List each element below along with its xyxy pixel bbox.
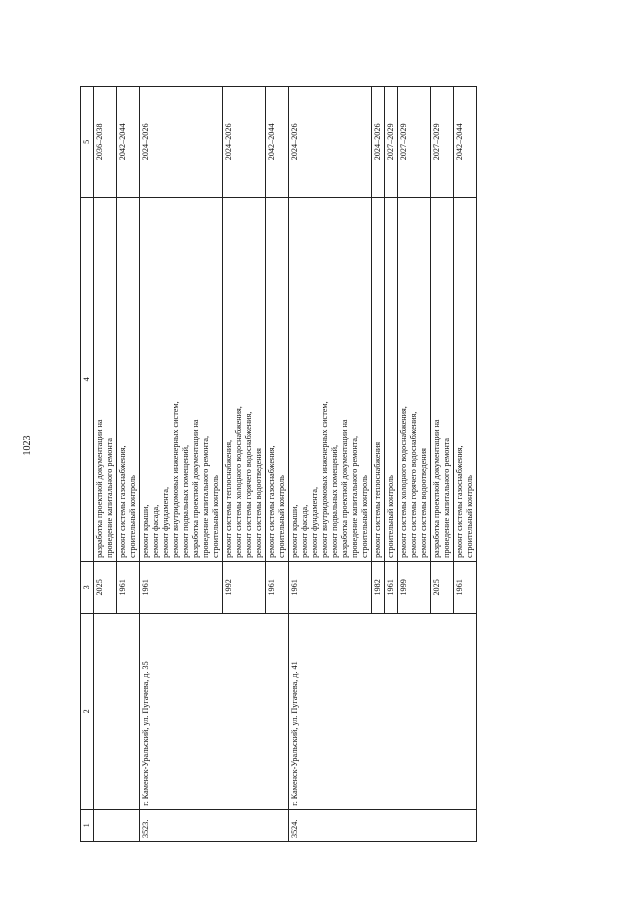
page-number: 1023 bbox=[22, 435, 33, 456]
work-line: ремонт системы водоотведения bbox=[254, 448, 263, 558]
works-cell bbox=[117, 197, 140, 561]
number-cell: 3524. bbox=[289, 809, 477, 841]
works-cell bbox=[266, 197, 289, 561]
year-cell: 1982 bbox=[372, 561, 385, 613]
work-line: строительный контроль bbox=[128, 475, 137, 558]
work-line: ремонт системы горячего водоснабжения, bbox=[409, 411, 418, 558]
work-line: проведение капитального ремонта bbox=[442, 437, 451, 558]
year-cell: 1961 bbox=[454, 561, 477, 613]
work-line: ремонт фундамента, bbox=[310, 486, 319, 558]
header-cell: 1 bbox=[81, 809, 94, 841]
work-line: ремонт системы горячего водоснабжения, bbox=[244, 411, 253, 558]
year-cell: 1961 bbox=[140, 561, 223, 613]
period-cell: 2024–2026 bbox=[372, 87, 385, 198]
work-line: ремонт внутридомовых инженерных систем, bbox=[171, 401, 180, 558]
work-line: ремонт фасада, bbox=[151, 504, 160, 558]
work-line: ремонт крыши, bbox=[141, 504, 150, 558]
period-cell: 2027–2029 bbox=[431, 87, 454, 198]
works-cell bbox=[223, 197, 266, 561]
work-line: разработка проектной документации на bbox=[191, 419, 200, 558]
year-cell: 1961 bbox=[117, 561, 140, 613]
work-line: строительный контроль bbox=[211, 475, 220, 558]
period-cell: 2024–2026 bbox=[223, 87, 266, 198]
header-cell: 5 bbox=[81, 87, 94, 198]
period-cell: 2027–2029 bbox=[385, 87, 398, 198]
work-line: разработка проектной документации на bbox=[95, 419, 104, 558]
period-cell: 2036–2038 bbox=[94, 87, 117, 198]
works-cell bbox=[431, 197, 454, 561]
period-cell: 2027–2029 bbox=[398, 87, 431, 198]
work-line: ремонт системы газоснабжения, bbox=[455, 445, 464, 558]
work-line: ремонт системы газоснабжения, bbox=[267, 445, 276, 558]
address-cell bbox=[94, 613, 140, 809]
table-row bbox=[140, 87, 223, 842]
works-cell bbox=[289, 197, 372, 561]
work-line: разработка проектной документации на bbox=[432, 419, 441, 558]
work-line: ремонт крыши, bbox=[290, 504, 299, 558]
header-cell: 2 bbox=[81, 613, 94, 809]
work-line: строительный контроль bbox=[360, 475, 369, 558]
repair-schedule-table bbox=[80, 86, 477, 842]
work-line: проведение капитального ремонта, bbox=[350, 435, 359, 558]
header-row bbox=[81, 87, 94, 842]
work-line: ремонт внутридомовых инженерных систем, bbox=[320, 401, 329, 558]
period-cell: 2024–2026 bbox=[289, 87, 372, 198]
year-cell: 1961 bbox=[385, 561, 398, 613]
work-line: ремонт системы газоснабжения, bbox=[118, 445, 127, 558]
table-row bbox=[94, 87, 117, 842]
works-cell bbox=[140, 197, 223, 561]
period-cell: 2024–2026 bbox=[140, 87, 223, 198]
period-cell: 2042–2044 bbox=[454, 87, 477, 198]
address-cell: г. Каменск-Уральский, ул. Пугачева, д. 35 bbox=[140, 613, 289, 809]
year-cell: 1961 bbox=[266, 561, 289, 613]
number-cell: 3523. bbox=[140, 809, 289, 841]
work-line: проведение капитального ремонта, bbox=[201, 435, 210, 558]
work-line: строительный контроль bbox=[277, 475, 286, 558]
year-cell: 2025 bbox=[94, 561, 117, 613]
work-line: ремонт системы водоотведения bbox=[419, 448, 428, 558]
work-line: проведение капитального ремонта bbox=[105, 437, 114, 558]
address-cell: г. Каменск-Уральский, ул. Пугачева, д. 41 bbox=[289, 613, 477, 809]
year-cell: 1992 bbox=[223, 561, 266, 613]
year-cell: 2025 bbox=[431, 561, 454, 613]
year-cell: 1999 bbox=[398, 561, 431, 613]
works-cell bbox=[398, 197, 431, 561]
work-line: ремонт подвальных помещений, bbox=[330, 444, 339, 558]
table-body bbox=[94, 87, 477, 842]
work-line: ремонт системы теплоснабжения bbox=[373, 442, 382, 558]
work-line: строительный контроль bbox=[465, 475, 474, 558]
works-cell bbox=[372, 197, 385, 561]
works-cell bbox=[94, 197, 117, 561]
work-line: ремонт подвальных помещений, bbox=[181, 444, 190, 558]
header-cell: 4 bbox=[81, 197, 94, 561]
work-line: ремонт фундамента, bbox=[161, 486, 170, 558]
works-cell bbox=[454, 197, 477, 561]
work-line: разработка проектной документации на bbox=[340, 419, 349, 558]
number-cell bbox=[94, 809, 140, 841]
table-row bbox=[289, 87, 372, 842]
header-cell: 3 bbox=[81, 561, 94, 613]
works-cell bbox=[385, 197, 398, 561]
period-cell: 2042–2044 bbox=[266, 87, 289, 198]
work-line: ремонт фасада, bbox=[300, 504, 309, 558]
work-line: ремонт системы холодного водоснабжения, bbox=[234, 406, 243, 558]
work-line: ремонт системы холодного водоснабжения, bbox=[399, 406, 408, 558]
year-cell: 1961 bbox=[289, 561, 372, 613]
work-line: ремонт системы теплоснабжения, bbox=[224, 439, 233, 558]
document-table-rotated bbox=[80, 86, 518, 842]
work-line: строительный контроль bbox=[386, 475, 395, 558]
period-cell: 2042–2044 bbox=[117, 87, 140, 198]
